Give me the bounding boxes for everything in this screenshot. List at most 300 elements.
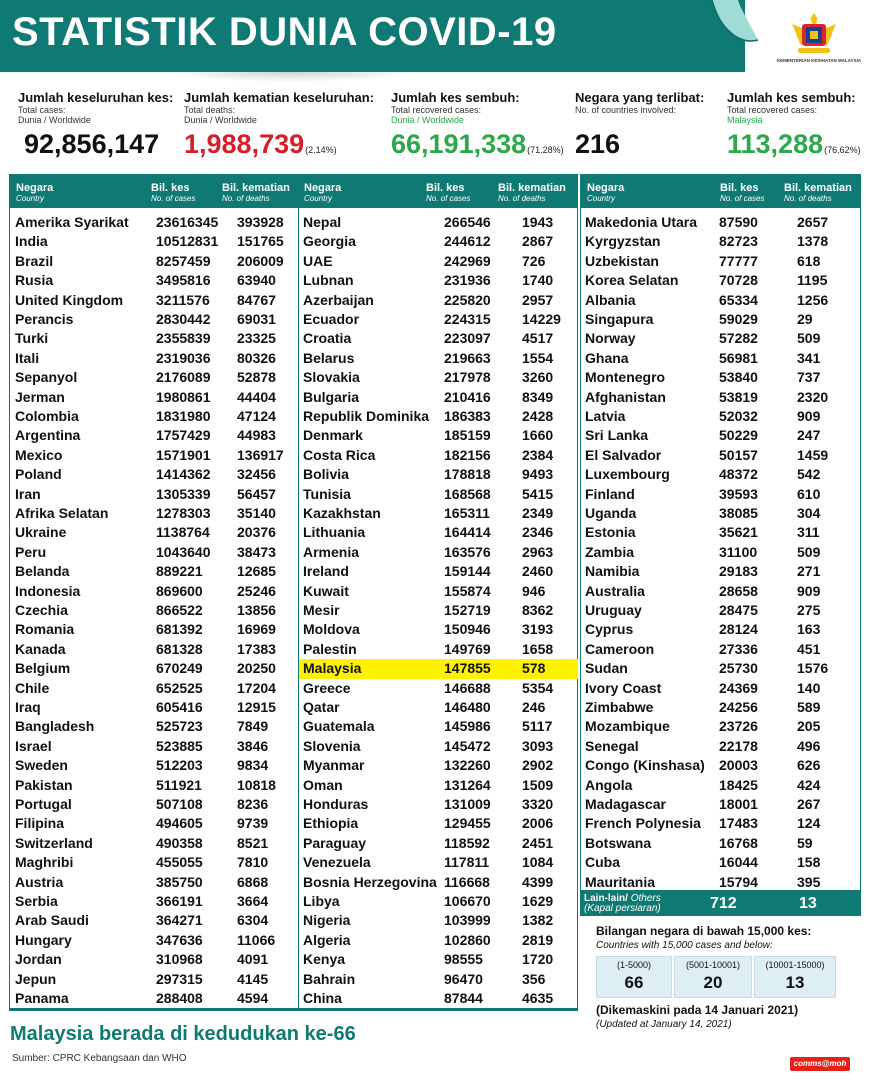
death-count: 5354 xyxy=(522,679,554,696)
table-row xyxy=(299,582,578,601)
country-name: Serbia xyxy=(15,893,58,909)
table-row xyxy=(299,601,578,620)
table-row xyxy=(10,232,298,251)
table-row xyxy=(10,640,298,659)
table-row xyxy=(299,329,578,348)
case-count: 70728 xyxy=(719,272,758,289)
death-count: 4145 xyxy=(237,970,269,987)
brand-badge: comms@moh xyxy=(790,1057,850,1071)
table-row xyxy=(10,659,298,678)
country-name: Kanada xyxy=(15,640,66,657)
death-count: 737 xyxy=(797,369,821,386)
death-count: 424 xyxy=(797,776,821,793)
table-row xyxy=(299,698,578,717)
case-count: 29183 xyxy=(719,563,758,580)
table-row xyxy=(10,989,298,1008)
country-name: Denmark xyxy=(303,427,363,444)
case-count: 129455 xyxy=(444,815,491,832)
death-count: 946 xyxy=(522,582,546,599)
death-count: 5415 xyxy=(522,485,554,502)
death-count: 1740 xyxy=(522,272,554,289)
table-row xyxy=(581,232,860,251)
death-count: 14229 xyxy=(522,311,561,327)
case-count: 145986 xyxy=(444,718,491,735)
case-count: 242969 xyxy=(444,252,491,269)
country-name: United Kingdom xyxy=(15,291,124,308)
table-row xyxy=(10,271,298,290)
country-name: Indonesia xyxy=(15,582,81,599)
case-count: 225820 xyxy=(444,291,491,308)
case-count: 2319036 xyxy=(156,349,211,366)
country-name: Belarus xyxy=(303,349,355,366)
death-count: 1195 xyxy=(797,272,828,289)
table-row xyxy=(299,485,578,504)
case-count: 670249 xyxy=(156,660,203,677)
death-count: 3664 xyxy=(237,893,269,909)
country-name: Croatia xyxy=(303,330,352,347)
country-name: Luxembourg xyxy=(585,466,670,483)
case-count: 22178 xyxy=(719,737,758,754)
table-row xyxy=(299,776,578,795)
death-count: 151765 xyxy=(237,233,284,250)
case-count: 652525 xyxy=(156,679,203,696)
table-row xyxy=(10,485,298,504)
table-row xyxy=(10,329,298,348)
table-row xyxy=(581,834,860,853)
country-name: Amerika Syarikat xyxy=(15,214,129,230)
death-count: 2451 xyxy=(522,834,554,851)
case-count: 159144 xyxy=(444,563,491,580)
table-row xyxy=(10,756,298,775)
death-count: 29 xyxy=(797,311,813,327)
death-count: 163 xyxy=(797,621,821,638)
country-name: Azerbaijan xyxy=(303,291,374,308)
death-count: 2963 xyxy=(522,543,554,560)
death-count: 2957 xyxy=(522,291,554,308)
case-count: 117811 xyxy=(444,854,490,871)
death-count: 38473 xyxy=(237,543,276,560)
country-name: Ireland xyxy=(303,563,349,580)
case-count: 2176089 xyxy=(156,369,211,386)
case-count: 146688 xyxy=(444,679,491,696)
table-row xyxy=(581,814,860,833)
country-name: Moldova xyxy=(303,621,360,638)
country-name: Bosnia Herzegovina xyxy=(303,873,437,890)
country-name: Jordan xyxy=(15,951,62,968)
stat-total-deaths: Jumlah kematian keseluruhan: Total deaths: Dunia / Worldwide 1,988,739(2.14%) xyxy=(184,90,375,159)
death-count: 610 xyxy=(797,485,821,502)
country-name: Lithuania xyxy=(303,524,366,541)
death-count: 20250 xyxy=(237,660,276,677)
country-name: French Polynesia xyxy=(585,815,701,832)
case-count: 494605 xyxy=(156,815,203,832)
death-count: 80326 xyxy=(237,349,276,366)
banner-shadow xyxy=(160,72,420,82)
case-count: 150946 xyxy=(444,621,491,638)
death-count: 2384 xyxy=(522,446,554,463)
death-count: 2902 xyxy=(522,757,554,774)
country-name: Paraguay xyxy=(303,834,367,851)
death-count: 136917 xyxy=(237,446,284,463)
case-count: 28124 xyxy=(719,621,758,638)
death-count: 304 xyxy=(797,505,821,521)
below-threshold-title: Bilangan negara di bawah 15,000 kes: xyxy=(596,924,812,938)
table-row xyxy=(299,795,578,814)
table-row xyxy=(581,756,860,775)
country-name: Oman xyxy=(303,776,343,793)
table-row xyxy=(299,523,578,542)
source-note: Sumber: CPRC Kebangsaan dan WHO xyxy=(12,1053,187,1064)
death-count: 44983 xyxy=(237,427,276,444)
country-name: Myanmar xyxy=(303,757,365,774)
case-count: 385750 xyxy=(156,873,203,890)
country-name: Venezuela xyxy=(303,854,371,871)
others-deaths: 13 xyxy=(799,895,817,912)
crest-caption: KEMENTERIAN KESIHATAN MALAYSIA xyxy=(776,58,862,63)
country-name: Montenegro xyxy=(585,369,666,386)
death-count: 578 xyxy=(522,660,546,677)
bucket-2: (5001-10001) 20 xyxy=(674,956,752,998)
death-count: 1660 xyxy=(522,427,554,444)
case-count: 3495816 xyxy=(156,272,211,289)
title-banner xyxy=(0,0,745,72)
country-name: Tunisia xyxy=(303,485,351,502)
case-count: 1138764 xyxy=(156,524,210,541)
country-name: Cyprus xyxy=(585,621,634,638)
death-count: 4399 xyxy=(522,873,554,890)
table-row xyxy=(299,970,578,989)
country-name: Honduras xyxy=(303,796,369,812)
case-count: 244612 xyxy=(444,233,491,250)
death-count: 275 xyxy=(797,602,821,618)
death-count: 47124 xyxy=(237,408,276,424)
case-count: 82723 xyxy=(719,233,758,250)
country-name: Korea Selatan xyxy=(585,272,679,289)
death-count: 1509 xyxy=(522,776,554,793)
table-row xyxy=(581,465,860,484)
updated-date-en: (Updated at January 14, 2021) xyxy=(596,1019,732,1030)
death-count: 1256 xyxy=(797,291,829,308)
case-count: 16044 xyxy=(719,854,758,871)
country-name: Rusia xyxy=(15,272,54,289)
table-row xyxy=(581,446,860,465)
table-row xyxy=(10,213,298,232)
death-count: 1459 xyxy=(797,446,829,463)
country-name: Kuwait xyxy=(303,582,349,599)
death-count: 2346 xyxy=(522,524,554,541)
table-row xyxy=(581,368,860,387)
table-row xyxy=(10,717,298,736)
table-row xyxy=(299,504,578,523)
table-row xyxy=(581,795,860,814)
case-count: 1831980 xyxy=(156,408,211,424)
country-name: Romania xyxy=(15,621,75,638)
country-name: Brazil xyxy=(15,252,54,269)
country-name: Angola xyxy=(585,776,633,793)
death-count: 10818 xyxy=(237,776,276,793)
table-row xyxy=(299,213,578,232)
country-name: Nigeria xyxy=(303,912,351,929)
case-count: 17483 xyxy=(719,815,758,832)
death-count: 140 xyxy=(797,679,821,696)
table-row xyxy=(10,698,298,717)
country-name: Hungary xyxy=(15,931,72,948)
case-count: 50157 xyxy=(719,446,758,463)
country-name: Latvia xyxy=(585,408,626,424)
country-name: Ethiopia xyxy=(303,815,359,832)
death-count: 23325 xyxy=(237,330,276,347)
country-name: Arab Saudi xyxy=(15,912,89,929)
table-row xyxy=(299,368,578,387)
country-name: Panama xyxy=(15,990,69,1006)
death-count: 8349 xyxy=(522,388,554,405)
death-count: 59 xyxy=(797,834,813,851)
death-count: 909 xyxy=(797,408,821,424)
country-name: Argentina xyxy=(15,427,81,444)
country-name: Uruguay xyxy=(585,602,642,618)
death-count: 542 xyxy=(797,466,821,483)
case-count: 131009 xyxy=(444,796,491,812)
table-row xyxy=(10,504,298,523)
country-name: Chile xyxy=(15,679,50,696)
table-row xyxy=(299,989,578,1008)
case-count: 523885 xyxy=(156,737,203,754)
country-name: Namibia xyxy=(585,563,640,580)
case-count: 87844 xyxy=(444,990,483,1006)
case-count: 57282 xyxy=(719,330,758,347)
country-name: Zambia xyxy=(585,543,635,560)
page-curl-decoration xyxy=(700,0,760,72)
country-name: Singapura xyxy=(585,311,654,327)
table-row xyxy=(10,814,298,833)
table-row xyxy=(299,232,578,251)
table-row xyxy=(581,717,860,736)
country-name: Botswana xyxy=(585,834,652,851)
table-row xyxy=(581,291,860,310)
table-row xyxy=(10,601,298,620)
case-count: 217978 xyxy=(444,369,491,386)
country-name: Georgia xyxy=(303,233,356,250)
table-row xyxy=(299,931,578,950)
country-name: Kenya xyxy=(303,951,346,968)
below-threshold-subtitle: Countries with 15,000 cases and below: xyxy=(596,940,773,951)
table-row xyxy=(10,679,298,698)
death-count: 17204 xyxy=(237,679,276,696)
country-name: Bangladesh xyxy=(15,718,95,735)
case-count: 18001 xyxy=(719,796,758,812)
death-count: 1382 xyxy=(522,912,554,929)
case-count: 455055 xyxy=(156,854,203,871)
death-count: 2428 xyxy=(522,408,554,424)
case-count: 15794 xyxy=(719,873,758,890)
case-count: 210416 xyxy=(444,388,491,405)
country-name: Sweden xyxy=(15,757,68,774)
table-row xyxy=(299,349,578,368)
death-count: 35140 xyxy=(237,505,276,521)
country-name: Israel xyxy=(15,737,52,754)
table-row xyxy=(299,543,578,562)
country-name: Turki xyxy=(15,330,49,347)
country-name: Belgium xyxy=(15,660,71,677)
death-count: 7849 xyxy=(237,718,269,735)
country-name: El Salvador xyxy=(585,446,662,463)
death-count: 63940 xyxy=(237,272,276,289)
country-name: China xyxy=(303,990,342,1006)
death-count: 8362 xyxy=(522,602,554,618)
death-count: 726 xyxy=(522,252,546,269)
death-count: 20376 xyxy=(237,524,276,541)
country-name: Bulgaria xyxy=(303,388,360,405)
country-name: Cameroon xyxy=(585,640,655,657)
table-row xyxy=(299,950,578,969)
country-name: Jerman xyxy=(15,388,65,405)
case-count: 366191 xyxy=(156,893,203,909)
case-count: 106670 xyxy=(444,893,491,909)
table-row xyxy=(581,252,860,271)
country-name: Pakistan xyxy=(15,776,73,793)
case-count: 866522 xyxy=(156,602,203,618)
death-count: 3193 xyxy=(522,621,554,638)
death-count: 9834 xyxy=(237,757,269,774)
table-row xyxy=(299,737,578,756)
table-row xyxy=(299,679,578,698)
country-name: Ghana xyxy=(585,349,629,366)
death-count: 3846 xyxy=(237,737,269,754)
case-count: 347636 xyxy=(156,931,203,948)
death-count: 1658 xyxy=(522,640,554,657)
death-count: 84767 xyxy=(237,291,276,308)
case-count: 224315 xyxy=(444,311,491,327)
table-row xyxy=(10,523,298,542)
table-row xyxy=(10,795,298,814)
case-count: 168568 xyxy=(444,485,491,502)
death-count: 267 xyxy=(797,796,821,812)
case-count: 27336 xyxy=(719,640,758,657)
death-count: 393928 xyxy=(237,214,284,230)
case-count: 507108 xyxy=(156,796,203,812)
table-row xyxy=(581,310,860,329)
death-count: 509 xyxy=(797,330,821,347)
table-row xyxy=(10,737,298,756)
country-name: India xyxy=(15,233,48,250)
table-row xyxy=(10,368,298,387)
table-row xyxy=(10,388,298,407)
case-count: 310968 xyxy=(156,951,203,968)
table-row xyxy=(581,329,860,348)
country-name: Iraq xyxy=(15,699,41,715)
table-row xyxy=(10,562,298,581)
malaysia-rank: Malaysia berada di kedudukan ke-66 xyxy=(10,1023,356,1045)
death-count: 5117 xyxy=(522,718,553,735)
death-count: 1943 xyxy=(522,214,554,230)
death-count: 44404 xyxy=(237,388,276,405)
case-count: 1278303 xyxy=(156,505,211,521)
malaysia-crest-icon xyxy=(788,10,840,56)
death-count: 12685 xyxy=(237,563,276,580)
death-count: 32456 xyxy=(237,466,276,483)
stat-recovered-malaysia: Jumlah kes sembuh: Total recovered cases: Malaysia 113,288(76.62%) xyxy=(727,90,861,159)
case-count: 164414 xyxy=(444,524,491,541)
case-count: 116668 xyxy=(444,873,490,890)
table-row xyxy=(10,446,298,465)
header-cases: Bil. kes No. of cases xyxy=(151,182,196,203)
country-name: Senegal xyxy=(585,737,639,754)
case-count: 28658 xyxy=(719,582,758,599)
table-row xyxy=(10,543,298,562)
table-row xyxy=(581,543,860,562)
country-name: Poland xyxy=(15,466,62,483)
case-count: 96470 xyxy=(444,970,483,987)
case-count: 2355839 xyxy=(156,330,211,347)
case-count: 118592 xyxy=(444,834,490,851)
case-count: 149769 xyxy=(444,640,491,657)
table-row xyxy=(299,271,578,290)
table-row xyxy=(299,465,578,484)
death-count: 2006 xyxy=(522,815,554,832)
case-count: 364271 xyxy=(156,912,203,929)
table-row xyxy=(299,911,578,930)
table-row xyxy=(299,834,578,853)
table-row xyxy=(581,388,860,407)
others-label: Lain-lain/ Others (Kapal persiaran) xyxy=(584,893,661,914)
country-name: Peru xyxy=(15,543,47,560)
others-cases: 712 xyxy=(710,895,737,912)
header-country: Negara Country xyxy=(16,182,54,203)
death-count: 3093 xyxy=(522,737,554,754)
death-count: 2320 xyxy=(797,388,829,405)
country-name: Slovenia xyxy=(303,737,361,754)
case-count: 490358 xyxy=(156,834,203,851)
country-name: Switzerland xyxy=(15,834,93,851)
table-row xyxy=(299,291,578,310)
country-name: Colombia xyxy=(15,408,79,424)
table-row xyxy=(10,911,298,930)
death-count: 395 xyxy=(797,873,821,890)
country-name: Guatemala xyxy=(303,718,375,735)
death-count: 13856 xyxy=(237,602,276,618)
case-count: 605416 xyxy=(156,699,203,715)
country-name: Sepanyol xyxy=(15,369,78,386)
case-count: 2830442 xyxy=(156,311,211,327)
country-name: Afrika Selatan xyxy=(15,505,109,521)
case-count: 28475 xyxy=(719,602,758,618)
table-row xyxy=(299,873,578,892)
country-name: Congo (Kinshasa) xyxy=(585,757,705,774)
table-row xyxy=(581,640,860,659)
table-row xyxy=(581,504,860,523)
country-name: Ukraine xyxy=(15,524,67,541)
case-count: 525723 xyxy=(156,718,203,735)
case-count: 182156 xyxy=(444,446,491,463)
country-name: Czechia xyxy=(15,602,68,618)
death-count: 11066 xyxy=(237,931,276,948)
case-count: 102860 xyxy=(444,931,491,948)
case-count: 681328 xyxy=(156,640,203,657)
country-name: Perancis xyxy=(15,311,74,327)
table-row xyxy=(10,426,298,445)
death-count: 25246 xyxy=(237,582,276,599)
table-row xyxy=(299,620,578,639)
table-row xyxy=(581,562,860,581)
death-count: 1378 xyxy=(797,233,829,250)
country-name: Cuba xyxy=(585,854,620,871)
table-row xyxy=(10,873,298,892)
case-count: 16768 xyxy=(719,834,758,851)
case-count: 77777 xyxy=(719,252,758,269)
death-count: 4635 xyxy=(522,990,554,1006)
death-count: 3320 xyxy=(522,796,554,812)
case-count: 10512831 xyxy=(156,233,219,250)
